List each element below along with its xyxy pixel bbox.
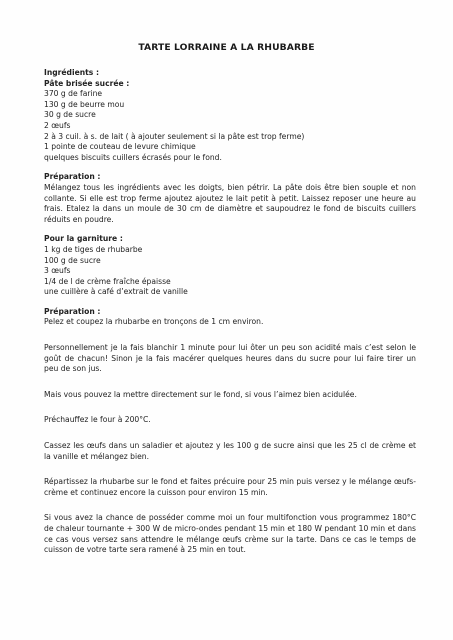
garniture-line: 100 g de sucre	[44, 255, 101, 265]
ingredient-line: quelques biscuits cuillers écrasés pour le fond.	[44, 152, 222, 162]
garniture-line: 1 kg de tiges de rhubarbe	[44, 244, 143, 254]
recipe-title: TARTE LORRAINE A LA RHUBARBE	[138, 42, 315, 53]
ingredient-line: 30 g de sucre	[44, 110, 96, 120]
garniture-line: une cuillère à café d’extrait de vanille	[44, 287, 188, 297]
preparation-paragraph: Personnellement je la fais blanchir 1 minute pour lui ôter un peu son acidité mais c’est selon le goût de chacun! Sinon je la fais macérer quelques heures dans du sucre pour lui faire tirer un peu de son jus.	[44, 343, 416, 374]
ingredients-heading: Ingrédients :	[44, 68, 99, 77]
preparation-intro: Pelez et coupez la rhubarbe en tronçons de 1 cm environ.	[44, 317, 264, 327]
recipe-content	[44, 68, 416, 556]
preparation-paragraph: Répartissez la rhubarbe sur le fond et faites précuire pour 25 min puis versez y le mélange œufs-crème et continuez encore la cuisson pour environ 15 min.	[44, 477, 416, 497]
garniture-heading: Pour la garniture :	[44, 234, 123, 244]
preparation-paragraph: Mais vous pouvez la mettre directement sur le fond, si vous l’aimez bien acidulée.	[44, 389, 357, 399]
preparation-text: Mélangez tous les ingrédients avec les doigts, bien pétrir. La pâte dois être bien souple et non collante. Si elle est trop ferme ajoutez ajoutez le lait petit à petit. Laissez reposer une heure au frais. Etalez la dans un moule de 30 cm de diamètre et saupoudrez le fond de biscuits cuillers réduits en poudre.	[44, 182, 416, 224]
preparation-paragraph: Préchauffez le four à 200°C.	[44, 415, 151, 425]
pate-brisee-heading: Pâte brisée sucrée :	[44, 78, 130, 88]
garniture-line: 3 œufs	[44, 266, 71, 276]
ingredient-line: 2 œufs	[44, 120, 71, 130]
preparation-heading-2: Préparation :	[44, 306, 101, 316]
ingredient-line: 2 à 3 cuil. à s. de lait ( à ajouter seulement si la pâte est trop ferme)	[44, 131, 305, 141]
preparation-heading: Préparation :	[44, 172, 101, 182]
garniture-line: 1/4 de l de crème fraîche épaisse	[44, 276, 171, 286]
preparation-paragraph: Si vous avez la chance de posséder comme moi un four multifonction vous programmez 180°C de chaleur tournante + 300 W de micro-ondes pendant 15 min et 180 W pendant 10 min et dans ce cas vous versez sans attendre le mélange œufs crème sur la tarte. Dans ce cas le temps de cuisson de votre tarte sera ramené à 25 min en tout.	[44, 513, 416, 555]
ingredient-line: 370 g de farine	[44, 89, 103, 99]
ingredient-line: 1 pointe de couteau de levure chimique	[44, 142, 196, 152]
ingredient-line: 130 g de beurre mou	[44, 99, 125, 109]
preparation-paragraph: Cassez les œufs dans un saladier et ajoutez y les 100 g de sucre ainsi que les 25 cl de crème et la vanille et mélangez bien.	[44, 441, 416, 461]
